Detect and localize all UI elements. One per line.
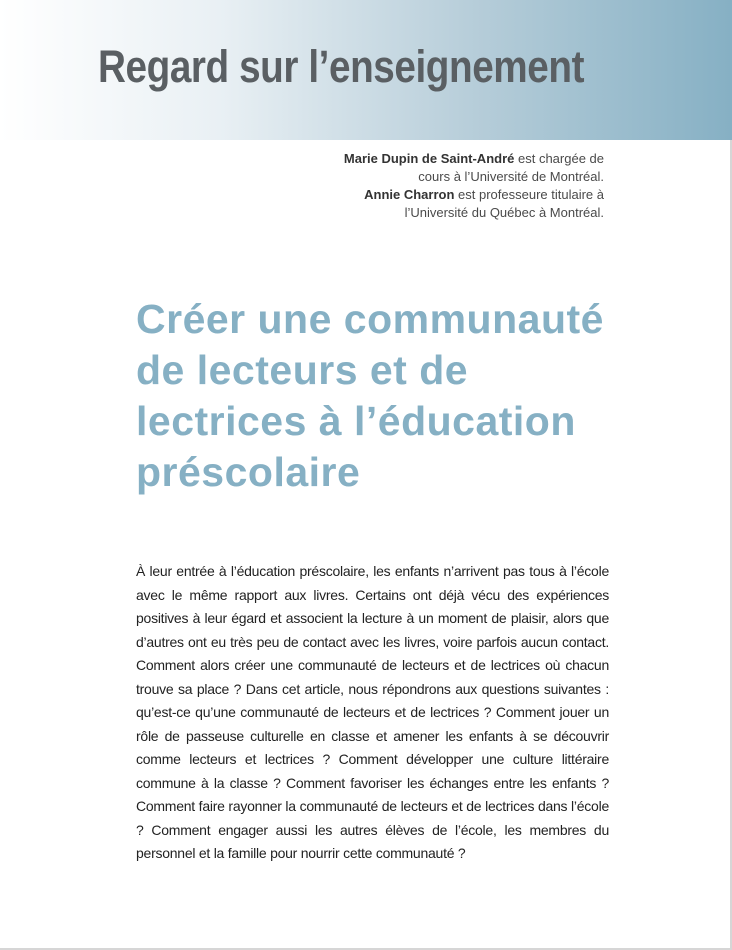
author2-role-a: est professeure titulaire à [454, 187, 604, 202]
author-credits [274, 150, 604, 222]
article-title-line: lectrices à l’éducation [136, 398, 576, 444]
section-title: Regard sur l’enseignement [98, 41, 585, 92]
article-title-line: Créer une communauté [136, 296, 604, 342]
author2-name: Annie Charron [364, 187, 455, 202]
article-title-line: de lecteurs et de [136, 347, 469, 393]
article-title-line: préscolaire [136, 449, 361, 495]
author1-role-b: cours à l’Université de Montréal. [418, 169, 604, 184]
author1-line-1 [274, 150, 604, 168]
author1-name: Marie Dupin de Saint-André [343, 151, 515, 166]
author2-line-1 [274, 186, 604, 204]
article-intro: À leur entrée à l’éducation préscolaire, les enfants n’arrivent pas tous à l’école avec le même rapport aux livres. Certains ont déjà vécu des expériences positives à leur égard et associent la lecture à un moment de plaisir, alors que d’autres ont eu très peu de contact avec les livres, voire parfois aucun contact. Comment alors créer une communauté de lecteurs et de lectrices où chacun trouve sa place ? Dans cet article, nous répondrons aux questions suivantes : qu’est-ce qu’une communauté de lecteurs et de lectrices ? Comment jouer un rôle de passeuse culturelle en classe et amener les enfants à se découvrir comme lecteurs et lectrices ? Comment développer une culture littéraire commune à la classe ? Comment favoriser les échanges entre les enfants ? Comment faire rayonner la communauté de lecteurs et de lectrices dans l’école ? Comment engager aussi les autres élèves de l’école, les membres du personnel et la famille pour nourrir cette communauté ? [136, 563, 609, 861]
author1-role-a: est chargée de [514, 151, 604, 166]
article-title [136, 294, 636, 498]
author2-role-b: l’Université du Québec à Montréal. [404, 205, 604, 220]
